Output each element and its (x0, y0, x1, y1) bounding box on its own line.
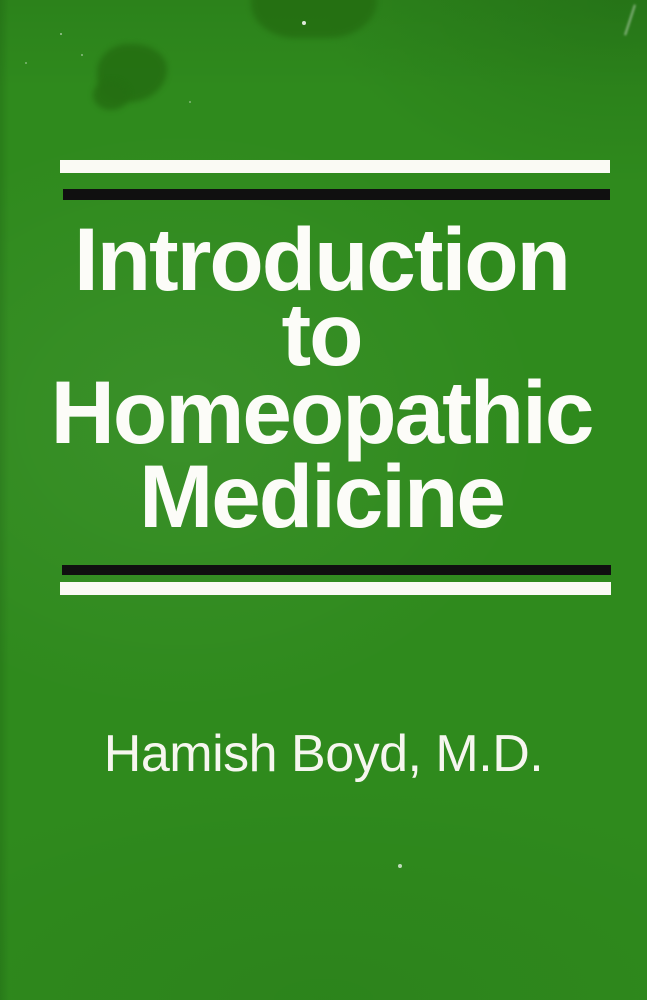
scan-smudge-left-small (93, 80, 129, 110)
title-line-1: Introduction (73, 209, 570, 309)
scan-specks (0, 0, 2, 2)
top-black-rule (63, 189, 610, 200)
scan-scratch (624, 4, 636, 35)
bottom-white-rule (60, 582, 611, 595)
top-white-rule (60, 160, 610, 173)
title-line-3: Homeopathic (50, 362, 593, 462)
title-line-4: Medicine (139, 446, 504, 546)
scan-smudge-top (251, 0, 377, 38)
title-line-2: to (281, 284, 362, 384)
bottom-black-rule (62, 565, 611, 575)
book-author: Hamish Boyd, M.D. (103, 725, 544, 783)
